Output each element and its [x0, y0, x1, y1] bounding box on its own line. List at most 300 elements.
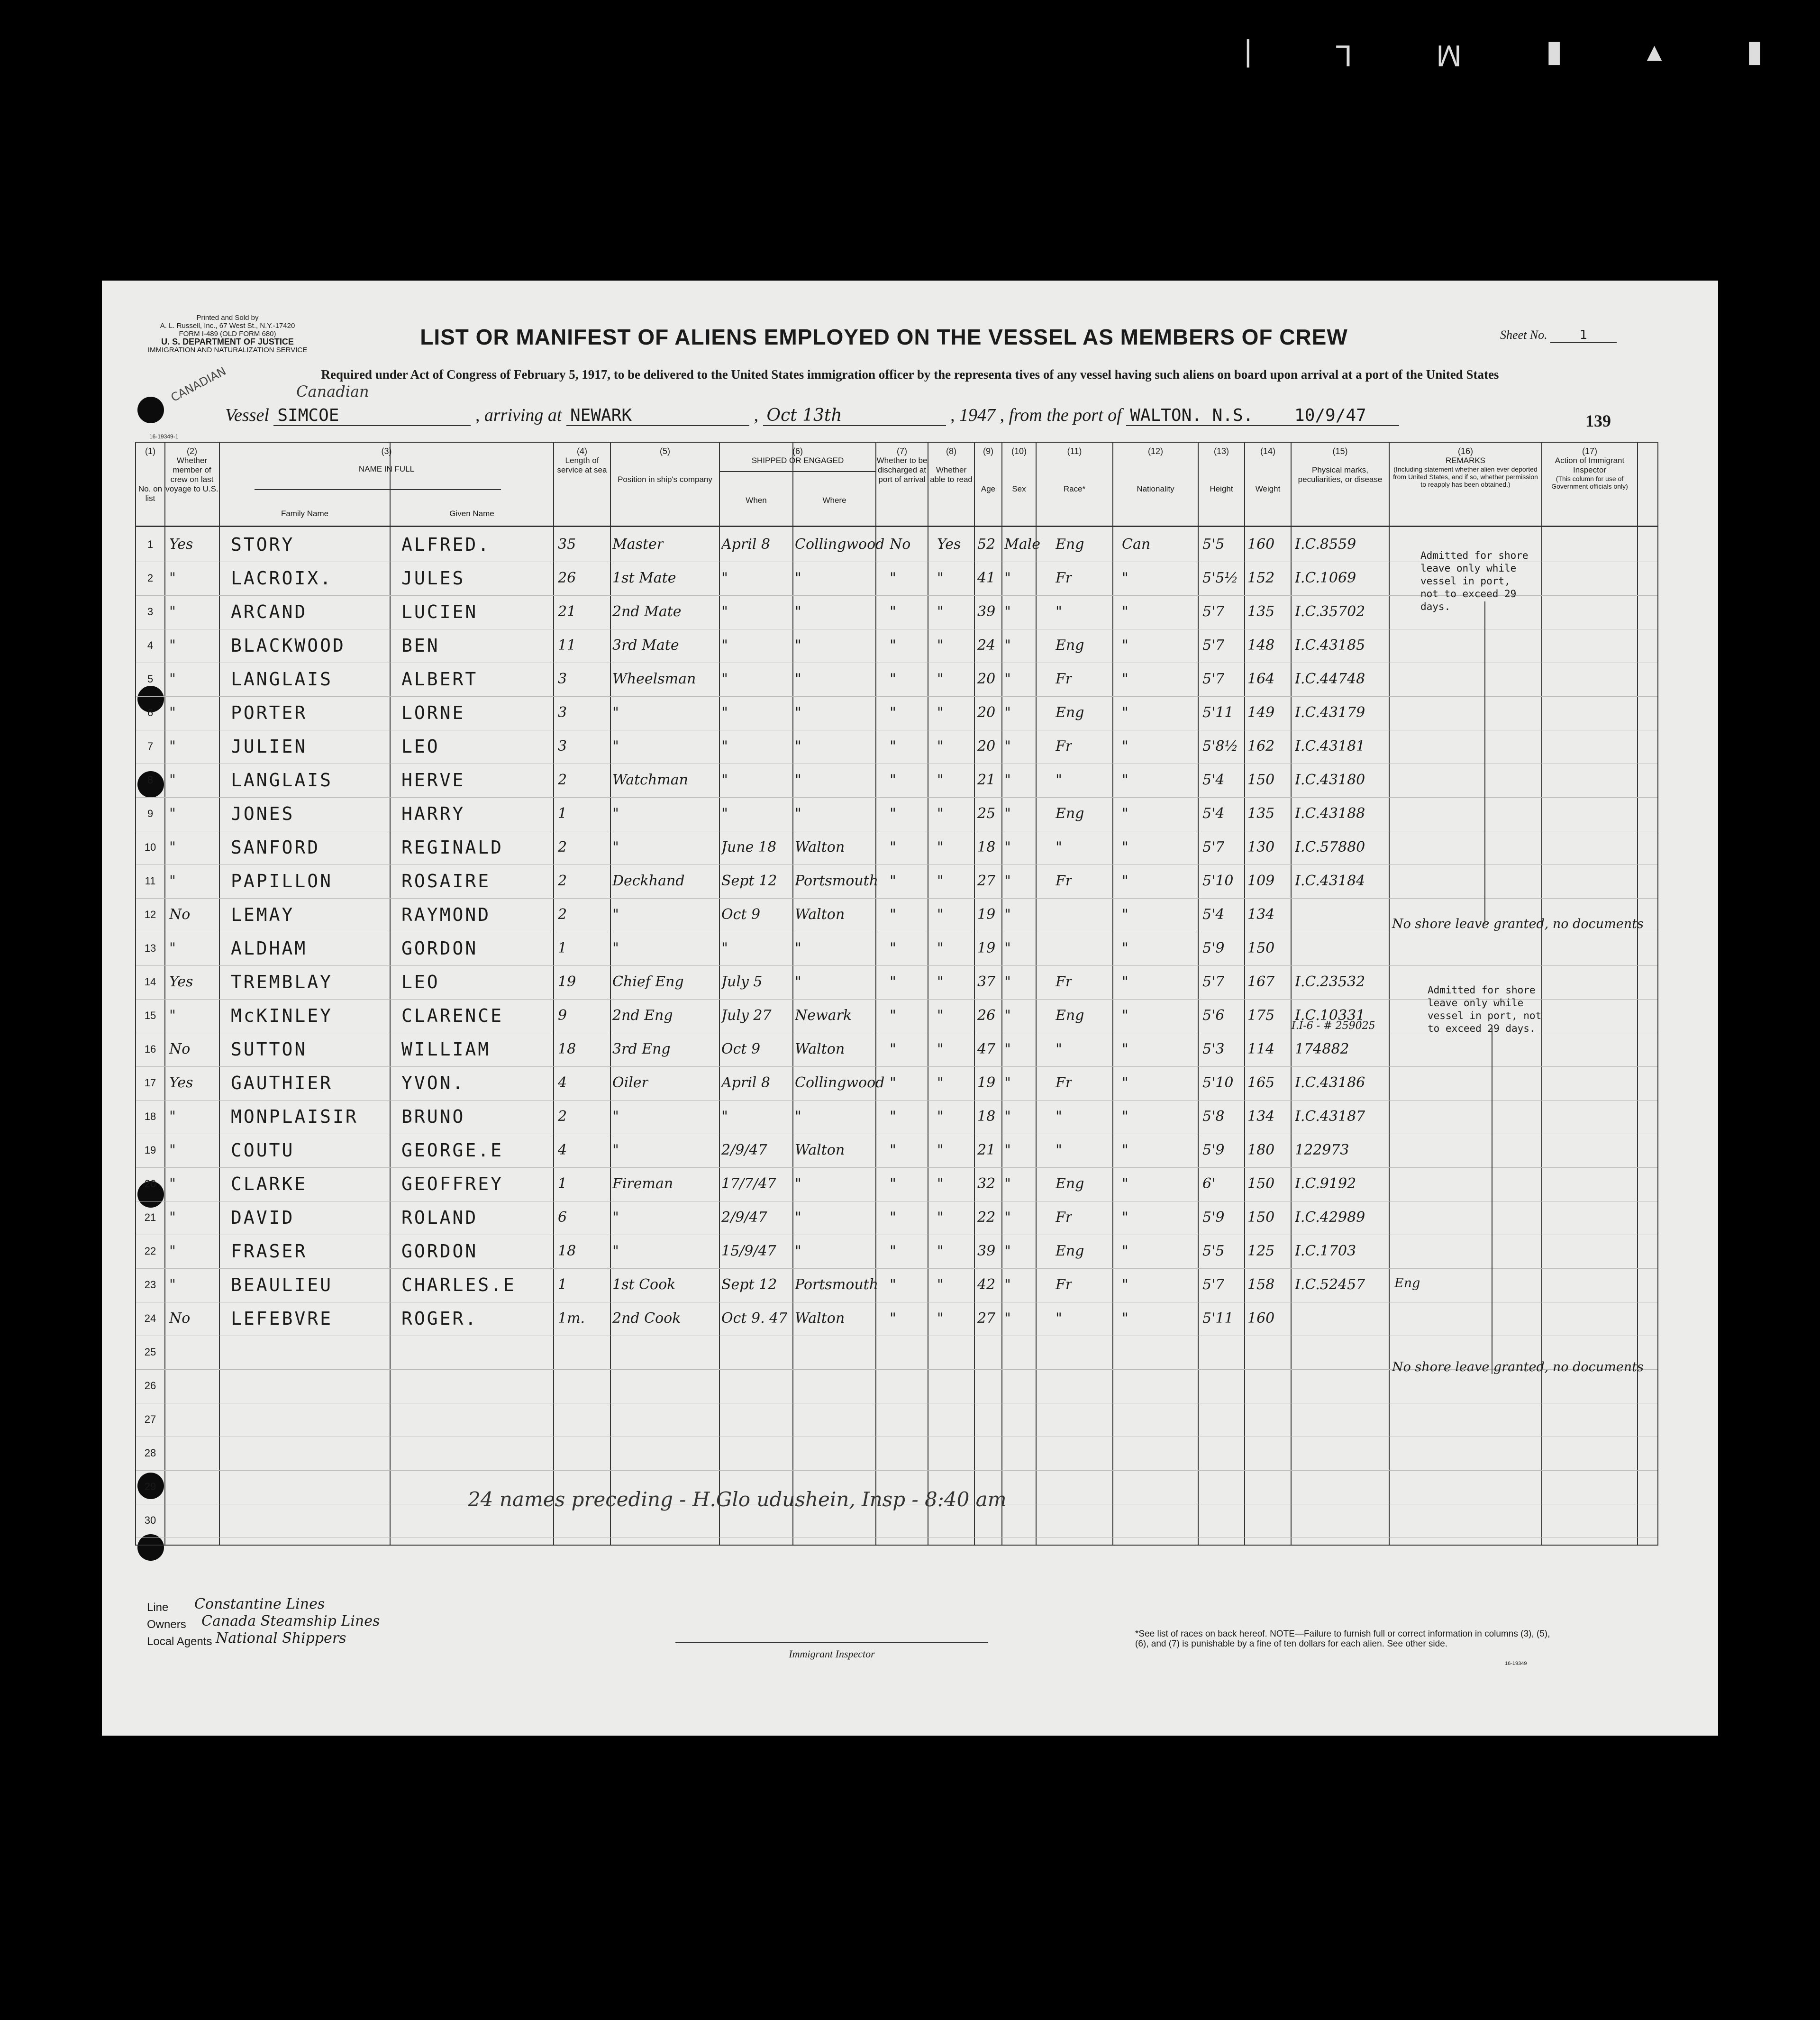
height: 5'9	[1202, 1142, 1225, 1158]
vessel-line: Vessel SIMCOE , arriving at NEWARK , Oct 13th , 1947 , from the port of WALTON. N.S. 10/9/47	[225, 405, 1576, 426]
length-of-service: 2	[558, 839, 567, 855]
length-of-service: 9	[558, 1007, 567, 1024]
physical-marks: 174882	[1295, 1041, 1349, 1057]
weight: 175	[1247, 1007, 1275, 1024]
age: 21	[977, 772, 996, 788]
col-header-family: Family Name	[281, 509, 329, 518]
row-number: 3	[147, 606, 154, 618]
discharge: "	[890, 805, 896, 822]
no-shore-leave-note: No shore leave granted, no documents	[1392, 1360, 1644, 1374]
page-number: 139	[1585, 411, 1611, 430]
row-rule	[136, 898, 1657, 899]
col-header-sex: (10) Sex	[1011, 446, 1027, 493]
given-name: BRUNO	[401, 1106, 465, 1127]
length-of-service: 4	[558, 1074, 567, 1091]
physical-marks: I.C.57880	[1295, 839, 1365, 855]
departure-port: WALTON. N.S. 10/9/47	[1126, 406, 1399, 426]
shipped-when: Sept 12	[721, 873, 777, 889]
given-name: ROSAIRE	[401, 871, 491, 892]
footer-values	[187, 1596, 380, 1647]
sex: "	[1004, 1276, 1011, 1293]
able-to-read: "	[937, 1175, 944, 1192]
position: "	[612, 1108, 619, 1125]
weight: 134	[1247, 1108, 1275, 1125]
shipped-where: "	[795, 940, 801, 956]
shipped-when: April 8	[721, 1074, 771, 1091]
able-to-read: "	[937, 1074, 944, 1091]
able-to-read: "	[937, 738, 944, 755]
position: "	[612, 1142, 619, 1158]
height: 5'7	[1202, 974, 1225, 990]
position: 2nd Cook	[612, 1310, 681, 1327]
col-header-race: (11) Race*	[1063, 446, 1086, 493]
age: 22	[977, 1209, 996, 1226]
crew-last-voyage: No	[169, 1041, 191, 1057]
weight: 135	[1247, 805, 1275, 822]
discharge: "	[890, 1243, 896, 1259]
age: 39	[977, 1243, 996, 1259]
col-header-name: (3) NAME IN FULL	[358, 446, 415, 473]
row-number: 13	[144, 942, 156, 954]
able-to-read: "	[937, 974, 944, 990]
length-of-service: 3	[558, 704, 567, 721]
given-name: LEO	[401, 736, 440, 757]
footer-code: 16-19349	[1505, 1661, 1527, 1666]
given-name: HARRY	[401, 803, 465, 824]
shipped-when: Oct 9. 47	[721, 1310, 788, 1327]
position: 1st Cook	[612, 1276, 676, 1293]
family-name: TREMBLAY	[231, 972, 333, 992]
physical-marks: I.C.43180	[1295, 772, 1365, 788]
sex: "	[1004, 637, 1011, 654]
crew-last-voyage: "	[169, 940, 176, 956]
col-header-shipped: (6) SHIPPED OR ENGAGED	[751, 446, 844, 465]
height: 5'5½	[1202, 570, 1238, 586]
discharge: "	[890, 1074, 896, 1091]
length-of-service: 6	[558, 1209, 567, 1226]
col-header-no: (1) No. on list	[138, 446, 163, 503]
weight: 160	[1247, 1310, 1275, 1327]
sex: "	[1004, 1074, 1011, 1091]
weight: 148	[1247, 637, 1275, 654]
length-of-service: 1m.	[558, 1310, 585, 1327]
given-name: WILLIAM	[401, 1039, 491, 1060]
height: 6'	[1202, 1175, 1216, 1192]
position: "	[612, 1209, 619, 1226]
able-to-read: "	[937, 1041, 944, 1057]
age: 19	[977, 906, 996, 923]
length-of-service: 35	[558, 536, 576, 553]
position: Master	[612, 536, 664, 553]
col-header-position: (5) Position in ship's company	[618, 446, 712, 484]
family-name: CLARKE	[231, 1174, 308, 1194]
weight: 135	[1247, 603, 1275, 620]
age: 32	[977, 1175, 996, 1192]
crew-last-voyage: "	[169, 1276, 176, 1293]
shipped-where: Newark	[795, 1007, 852, 1024]
sex: "	[1004, 1007, 1011, 1024]
discharge: No	[890, 536, 911, 553]
family-name: DAVID	[231, 1207, 295, 1228]
age: 42	[977, 1276, 996, 1293]
race: Fr	[1056, 671, 1073, 687]
race: Eng	[1056, 805, 1084, 822]
height: 5'3	[1202, 1041, 1225, 1057]
admission-stamp: Admitted for shore leave only while vessel in port, not to exceed 29 days.	[1428, 984, 1542, 1034]
family-name: FRASER	[231, 1241, 308, 1262]
family-name: GAUTHIER	[231, 1073, 333, 1093]
sex: Male	[1004, 536, 1040, 553]
crew-last-voyage: "	[169, 839, 176, 855]
length-of-service: 3	[558, 671, 567, 687]
weight: 150	[1247, 1209, 1275, 1226]
length-of-service: 21	[558, 603, 576, 620]
sex: "	[1004, 704, 1011, 721]
shipped-where: "	[795, 1175, 801, 1192]
sex: "	[1004, 772, 1011, 788]
family-name: LEMAY	[231, 904, 295, 925]
row-rule	[136, 1066, 1657, 1067]
sex: "	[1004, 1209, 1011, 1226]
age: 47	[977, 1041, 996, 1057]
nationality: "	[1122, 603, 1128, 620]
nationality: "	[1122, 940, 1128, 956]
shipped-where: Walton	[795, 1041, 845, 1057]
family-name: PORTER	[231, 702, 308, 723]
remark-row22: Eng	[1394, 1276, 1420, 1291]
col-header-age: (9) Age	[981, 446, 996, 493]
given-name: LORNE	[401, 702, 465, 723]
row-number: 22	[144, 1245, 156, 1257]
shipped-where: Walton	[795, 906, 845, 923]
row-rule	[136, 864, 1657, 865]
row-number: 25	[144, 1346, 156, 1358]
owners-value: Canada Steamship Lines	[201, 1613, 380, 1629]
crew-last-voyage: "	[169, 1175, 176, 1192]
shipped-where: Portsmouth	[795, 873, 879, 889]
shipped-when: "	[721, 671, 728, 687]
position: 1st Mate	[612, 570, 676, 586]
race: Fr	[1056, 1276, 1073, 1293]
col-header-remarks: (16) REMARKS (Including statement whether alien ever deported from United States, and if so, whether permission to reapply has been obtained.)	[1393, 446, 1538, 488]
position: "	[612, 738, 619, 755]
row-rule	[136, 965, 1657, 966]
nationality: "	[1122, 1276, 1128, 1293]
given-name: LEO	[401, 972, 440, 992]
nationality: "	[1122, 738, 1128, 755]
nationality: "	[1122, 637, 1128, 654]
given-name: GEORGE.E	[401, 1140, 504, 1161]
shipped-where: "	[795, 1108, 801, 1125]
race: Eng	[1056, 704, 1084, 721]
age: 27	[977, 1310, 996, 1327]
discharge: "	[890, 1209, 896, 1226]
discharge: "	[890, 974, 896, 990]
shipped-when: "	[721, 704, 728, 721]
sex: "	[1004, 940, 1011, 956]
summary-annotation: 24 names preceding - H.Glo udushein, Insp - 8:40 am	[468, 1488, 1007, 1511]
row-number: 28	[144, 1447, 156, 1459]
physical-marks: I.C.42989	[1295, 1209, 1365, 1226]
sex: "	[1004, 1175, 1011, 1192]
height: 5'4	[1202, 906, 1225, 923]
able-to-read: Yes	[937, 536, 961, 553]
discharge: "	[890, 671, 896, 687]
able-to-read: "	[937, 1276, 944, 1293]
row-rule	[136, 696, 1657, 697]
crew-last-voyage: Yes	[169, 1074, 193, 1091]
shipped-when: July 5	[721, 974, 763, 990]
length-of-service: 1	[558, 1276, 567, 1293]
height: 5'4	[1202, 772, 1225, 788]
physical-marks: I.C.1069	[1295, 570, 1356, 586]
discharge: "	[890, 772, 896, 788]
discharge: "	[890, 570, 896, 586]
weight: 165	[1247, 1074, 1275, 1091]
weight: 150	[1247, 940, 1275, 956]
shipped-where: "	[795, 1243, 801, 1259]
family-name: McKINLEY	[231, 1005, 333, 1026]
row-number: 16	[144, 1043, 156, 1055]
line-value: Constantine Lines	[194, 1596, 325, 1612]
col-header-when: When	[746, 496, 767, 505]
shipped-where: "	[795, 805, 801, 822]
shipped-when: 2/9/47	[721, 1142, 767, 1158]
crew-last-voyage: "	[169, 738, 176, 755]
shipped-when: April 8	[721, 536, 771, 553]
family-name: LACROIX.	[231, 568, 333, 589]
weight: 130	[1247, 839, 1275, 855]
shipped-when: "	[721, 805, 728, 822]
race: Eng	[1056, 637, 1084, 654]
race: "	[1056, 603, 1062, 620]
nationality: "	[1122, 1310, 1128, 1327]
nationality: "	[1122, 1175, 1128, 1192]
sex: "	[1004, 671, 1011, 687]
weight: 167	[1247, 974, 1275, 990]
arrival-date: Oct 13th	[763, 406, 946, 426]
discharge: "	[890, 637, 896, 654]
position: 2nd Eng	[612, 1007, 673, 1024]
height: 5'9	[1202, 1209, 1225, 1226]
given-name: LUCIEN	[401, 601, 478, 622]
crew-table	[135, 442, 1658, 1546]
physical-marks: I.C.43181	[1295, 738, 1365, 755]
able-to-read: "	[937, 1142, 944, 1158]
no-shore-leave-note: No shore leave granted, no documents	[1392, 917, 1644, 931]
position: 2nd Mate	[612, 603, 682, 620]
weight: 160	[1247, 536, 1275, 553]
length-of-service: 18	[558, 1243, 576, 1259]
sex: "	[1004, 873, 1011, 889]
age: 39	[977, 603, 996, 620]
height: 5'11	[1202, 1310, 1234, 1327]
physical-marks: I.C.43186	[1295, 1074, 1365, 1091]
family-name: ARCAND	[231, 601, 308, 622]
race: Eng	[1056, 1007, 1084, 1024]
row-number: 29	[144, 1481, 156, 1492]
height: 5'11	[1202, 704, 1234, 721]
given-name: REGINALD	[401, 837, 504, 858]
shipped-when: "	[721, 940, 728, 956]
shipped-where: "	[795, 603, 801, 620]
nationality: "	[1122, 1142, 1128, 1158]
physical-marks: I.C.43185	[1295, 637, 1365, 654]
weight: 109	[1247, 873, 1275, 889]
shipped-where: Collingwood	[795, 536, 885, 553]
race: Eng	[1056, 1175, 1084, 1192]
footer-labels: Line Owners Local Agents	[147, 1601, 212, 1648]
shipped-when: "	[721, 772, 728, 788]
nationality: "	[1122, 1243, 1128, 1259]
col-header-marks: (15) Physical marks, peculiarities, or disease	[1298, 446, 1383, 484]
height: 5'6	[1202, 1007, 1225, 1024]
shipped-where: "	[795, 772, 801, 788]
nationality: "	[1122, 772, 1128, 788]
crew-last-voyage: Yes	[169, 536, 193, 553]
printer-imprint: Printed and Sold by A. L. Russell, Inc., 67 West St., N.Y.-17420 FORM I-489 (OLD FORM 680) U. S. DEPARTMENT OF JUSTICE IMMIGRATION AND NATURALIZATION SERVICE	[147, 314, 308, 354]
sex: "	[1004, 1310, 1011, 1327]
age: 37	[977, 974, 996, 990]
row-number: 24	[144, 1312, 156, 1324]
position: 3rd Mate	[612, 637, 679, 654]
crew-last-voyage: "	[169, 704, 176, 721]
nationality: Can	[1122, 536, 1151, 553]
row-number: 5	[147, 673, 154, 685]
given-name: CHARLES.E	[401, 1274, 516, 1295]
crew-last-voyage: "	[169, 1108, 176, 1125]
given-name: GORDON	[401, 1241, 478, 1262]
nationality: "	[1122, 974, 1128, 990]
given-name: JULES	[401, 568, 465, 589]
able-to-read: "	[937, 1243, 944, 1259]
race: Fr	[1056, 974, 1073, 990]
weight: 152	[1247, 570, 1275, 586]
col-header-where: Where	[822, 496, 846, 505]
given-name: RAYMOND	[401, 904, 491, 925]
row-number: 1	[147, 538, 154, 550]
family-name: COUTU	[231, 1140, 295, 1161]
discharge: "	[890, 1310, 896, 1327]
length-of-service: 2	[558, 1108, 567, 1125]
discharge: "	[890, 1007, 896, 1024]
position: Oiler	[612, 1074, 648, 1091]
family-name: JONES	[231, 803, 295, 824]
arrival-port: NEWARK	[566, 406, 749, 426]
crew-last-voyage: "	[169, 1209, 176, 1226]
col-header-action: (17) Action of Immigrant Inspector (This column for use of Government officials only)	[1551, 446, 1628, 490]
crew-last-voyage: "	[169, 570, 176, 586]
row-number: 9	[147, 808, 154, 819]
sex: "	[1004, 570, 1011, 586]
given-name: ALBERT	[401, 669, 478, 690]
col-header-nationality: (12) Nationality	[1137, 446, 1174, 493]
crew-last-voyage: "	[169, 772, 176, 788]
shipped-when: Oct 9	[721, 1041, 761, 1057]
family-name: SANFORD	[231, 837, 320, 858]
shipped-when: "	[721, 603, 728, 620]
length-of-service: 18	[558, 1041, 576, 1057]
nationality: "	[1122, 704, 1128, 721]
nationality: "	[1122, 1108, 1128, 1125]
shipped-when: 17/7/47	[721, 1175, 776, 1192]
height: 5'8	[1202, 1108, 1225, 1125]
physical-marks: I.C.43188	[1295, 805, 1365, 822]
able-to-read: "	[937, 1310, 944, 1327]
physical-marks: 122973	[1295, 1142, 1349, 1158]
able-to-read: "	[937, 671, 944, 687]
sex: "	[1004, 805, 1011, 822]
given-name: ROLAND	[401, 1207, 478, 1228]
crew-last-voyage: "	[169, 873, 176, 889]
able-to-read: "	[937, 906, 944, 923]
weight: 134	[1247, 906, 1275, 923]
able-to-read: "	[937, 1007, 944, 1024]
given-name: BEN	[401, 635, 440, 656]
race: "	[1056, 1142, 1062, 1158]
able-to-read: "	[937, 1209, 944, 1226]
row-number: 30	[144, 1514, 156, 1526]
row-number: 15	[144, 1010, 156, 1021]
col-header-service: (4) Length of service at sea	[557, 446, 607, 474]
shipped-when: Oct 9	[721, 906, 761, 923]
position: Deckhand	[612, 873, 685, 889]
length-of-service: 1	[558, 805, 567, 822]
family-name: ALDHAM	[231, 938, 308, 959]
row-number: 19	[144, 1144, 156, 1156]
position: Watchman	[612, 772, 688, 788]
position: "	[612, 839, 619, 855]
height: 5'7	[1202, 603, 1225, 620]
length-of-service: 2	[558, 873, 567, 889]
col-header-height: (13) Height	[1210, 446, 1233, 493]
race: "	[1056, 772, 1062, 788]
weight: 162	[1247, 738, 1275, 755]
nationality: "	[1122, 1074, 1128, 1091]
sex: "	[1004, 1108, 1011, 1125]
discharge: "	[890, 704, 896, 721]
weight: 149	[1247, 704, 1275, 721]
age: 52	[977, 536, 996, 553]
given-name: ROGER.	[401, 1308, 478, 1329]
age: 19	[977, 1074, 996, 1091]
shipped-when: Sept 12	[721, 1276, 777, 1293]
nationality: "	[1122, 570, 1128, 586]
height: 5'9	[1202, 940, 1225, 956]
able-to-read: "	[937, 805, 944, 822]
nationality: "	[1122, 805, 1128, 822]
given-name: YVON.	[401, 1073, 465, 1093]
position: "	[612, 940, 619, 956]
family-name: BLACKWOOD	[231, 635, 346, 656]
row-number: 20	[144, 1178, 156, 1190]
shipped-where: Walton	[795, 839, 845, 855]
admission-stamp: Admitted for shore leave only while vessel in port, not to exceed 29 days.	[1420, 550, 1529, 612]
race: "	[1056, 1310, 1062, 1327]
length-of-service: 2	[558, 772, 567, 788]
sex: "	[1004, 738, 1011, 755]
race: Fr	[1056, 1074, 1073, 1091]
crew-last-voyage: Yes	[169, 974, 193, 990]
length-of-service: 26	[558, 570, 576, 586]
shipped-where: Collingwood	[795, 1074, 885, 1091]
age: 20	[977, 671, 996, 687]
physical-marks: I.C.35702	[1295, 603, 1365, 620]
able-to-read: "	[937, 637, 944, 654]
race: Eng	[1056, 1243, 1084, 1259]
row-number: 14	[144, 976, 156, 988]
race: "	[1056, 1108, 1062, 1125]
